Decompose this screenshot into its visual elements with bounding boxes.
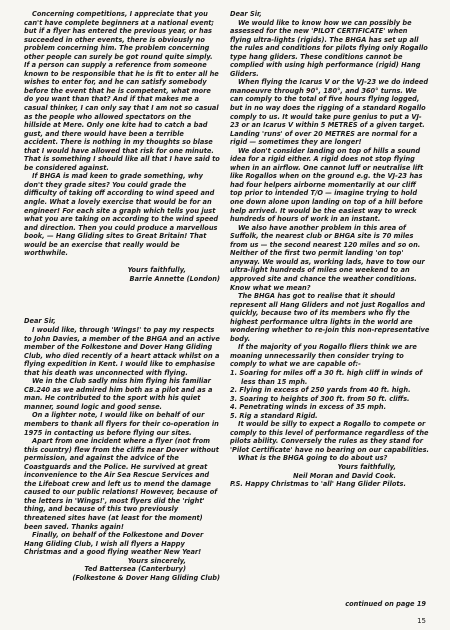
continued-note: continued on page 19 [345,600,426,608]
letter-closing: Yours sincerely, [127,556,186,565]
letter-paragraph: The BHGA has got to realise that it should represent all Hang Gliders and not just Rogallos and quickly, because two of its members who fly the highest performance ultra lights in the world are wondering whether to re-join this non-representative body. [230,292,430,343]
capability-list [230,369,430,420]
letter-closing: Yours faithfully, [337,462,396,471]
letter-paragraph: When flying the Icarus V or the VJ-23 we do indeed manoeuvre through 90°, 180°, and 360° turns. We can comply to the total of five hours flying logged, but in no way does the rigging of a standard Rogallo comply to us. It would take pure genius to put a VJ-23 or an Icarus V within 5 METRES of a given target. Landing 'runs' of over 20 METRES are normal for a rigid — sometimes they are longer! [230,78,429,147]
letter-signature: Neil Moran and David Cook. [292,471,396,480]
letter-paragraph: We also have another problem in this area of Suffolk, the nearest club or BHGA site is 70 miles from us — the second nearest 120 miles and so on. Neither of the first two permit landing 'on top' anyway. We would as, working lads, have to tow our ultra-light hundreds of miles one weekend to an approved site and chance the weather conditions. Know what we mean? [230,223,425,292]
letter-closing: Yours faithfully, [127,266,186,275]
letter-signature: Ted Battersea (Canterbury) [84,565,186,574]
letter-paragraph: Concerning competitions, I appreciate that you can't have complete beginners at a national event; but if a flyer has entered the previous year, or has succeeded in other events, there is obviously no problem concerning him. The problem concerning other people can surely be got round quite simply. If a person can supply a reference from someone known to be responsible that he is fit to enter all he wishes to enter for, and he can satisfy somebody before the event that he is competent, what more do you want than that? And if that makes me a casual thinker, I can only say that I am not so casual as the people who allowed spectators on the hillside at Mere. Only one kite had to catch a bad gust, and there would have been a terrible accident. There is nothing in my thoughts so blase that I would have allowed that risk for one minute. That is something I should like all that I have said to be considered against. [24,10,220,172]
list-item: 4. Penetrating winds in excess of 35 mph. [230,403,387,412]
letter-ted-battersea [24,317,220,582]
letter-moran-cook [230,10,430,489]
left-column [24,10,220,582]
list-item: 1. Soaring for miles off a 30 ft. high cliff in winds of less than 15 mph. [230,368,423,386]
letter-paragraph: If BHGA is mad keen to grade something, why don't they grade sites? You could grade the difficulty of taking off according to wind speed and angle. What a lovely exercise that would be for an engineer! For each site a graph which tells you just what you are taking on according to the wind speed and direction. Then you could produce a marvellous book, — Hang Gliding sites to Great Britain! That would be an exercise that really would be worthwhile. [24,172,219,258]
page-number: 15 [417,617,426,625]
letter-barrie-annette [24,10,220,283]
letter-paragraph: We don't consider landing on top of hills a sound idea for a rigid either. A rigid does not stop flying when in an airflow. One cannot luff or neutralise lift like Rogallos when on the ground e.g. the VJ-23 has had four helpers airborne momentarily at our cliff top prior to intended T/O — imagine trying to hold one down alone upon landing on top of a hill before help arrived. It would be the easiest way to wreck hundreds of hours of work in an instant. [230,146,424,224]
letter-salutation: Dear Sir, [24,317,56,326]
letter-paragraph: If the majority of you Rogallo fliers think we are moaning unnecessarily then consider trying to comply to what we are capable of:- [230,343,417,369]
right-column [230,10,430,489]
letter-paragraph: On a lighter note, I would like on behalf of our members to thank all flyers for their co-operation in 1975 in contacting us before flying our sites. [24,411,219,437]
list-item: 5. Rig a standard Rigid. [230,411,318,420]
letter-paragraph: Apart from one incident where a flyer (not from this country) flew from the cliffs near Dover without permission, and against the advice of the Coastguards and the Police. He survived at great inconvenience to the Air Sea Rescue Services and the Lifeboat crew and left us to mend the damage caused to our public relations! However, because of the letters in 'Wings!', most flyers did the 'right' thing, and because of this two previously threatened sites have (at least for the moment) been saved. Thanks again! [24,437,219,531]
letter-paragraph: Finally, on behalf of the Folkestone and Dover Hang Gliding Club, I wish all flyers a Happy Christmas and a good flying weather New Year! [24,531,204,557]
letter-paragraph: I would like, through 'Wings!' to pay my respects to John Davies, a member of the BHGA and an active member of the Folkestone and Dover Hang Gliding Club, who died recently of a heart attack whilst on a flying expedition in Kent. I would like to emphasise that his death was unconnected with flying. [24,326,220,377]
letter-paragraph: What is the BHGA going to do about us? [238,454,388,463]
letter-salutation: Dear Sir, [230,10,262,18]
letter-postscript: P.S. Happy Christmas to 'all' Hang Glider Pilots. [230,480,406,489]
letter-signature: Barrie Annette (London) [129,274,220,283]
list-item: 3. Soaring to heights of 300 ft. from 50 ft. cliffs. [230,394,410,403]
letter-affiliation: (Folkestone & Dover Hang Gliding Club) [72,573,220,582]
letter-paragraph: We in the Club sadly miss him flying his familiar CB.240 as we admired him both as a pilot and as a man. He contributed to the sport with his quiet manner, sound logic and good sense. [24,377,213,411]
letter-paragraph: It would be silly to expect a Rogallo to compete or comply to this level of performance regardless of the pilots ability. Conversely the rules as they stand for 'Pilot Certificate' have no bearing on our capabilities. [230,420,430,454]
list-item: 2. Flying in excess of 250 yards from 40 ft. high. [230,386,411,395]
letter-paragraph: We would like to know how we can possibly be assessed for the new 'PILOT CERTIFICATE' when flying ultra-lights (rigids). The BHGA has set up all the rules and conditions for pilots flying only Rogallo type hang gliders. These conditions cannot be complied with using high performance (rigid) Hang Gliders. [230,18,428,78]
